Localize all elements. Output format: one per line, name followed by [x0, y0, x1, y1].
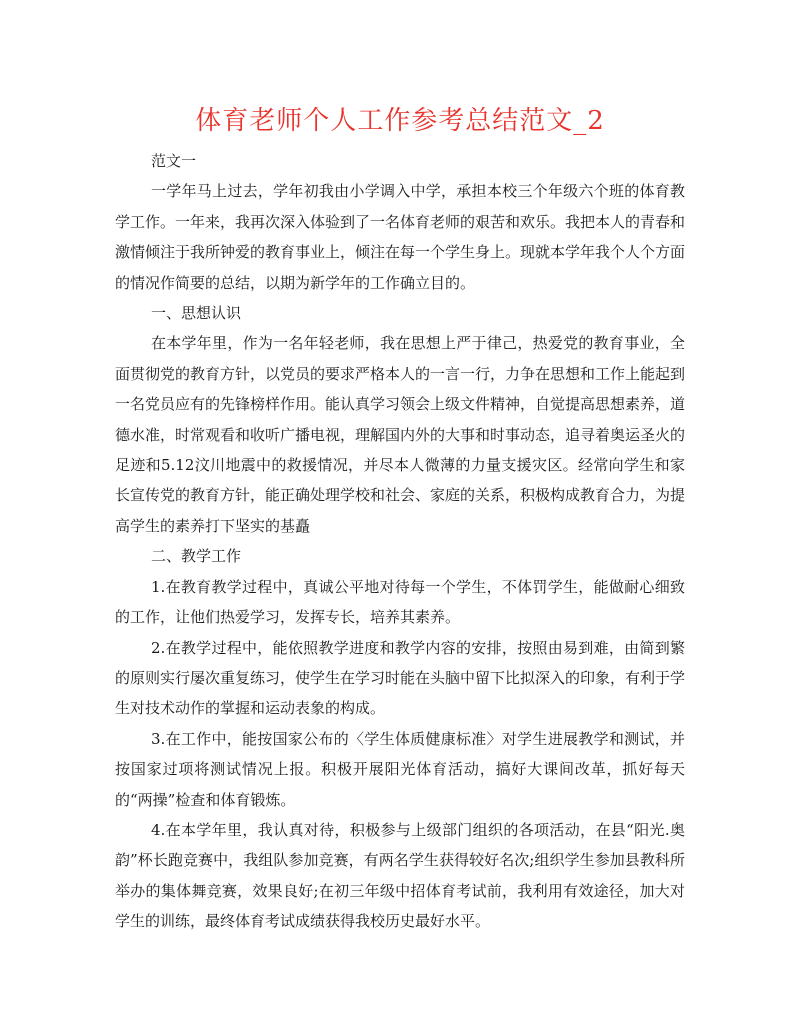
paragraph-intro: 一学年马上过去，学年初我由小学调入中学，承担本校三个年级六个班的体育教学工作。一年来，我再次深入体验到了一名体育老师的艰苦和欢乐。我把本人的青春和激情倾注于我所钟爱的教育事业上，倾注在每一个学生身上。现就本学年我个人个方面的情况作简要的总结，以期为新学年的工作确立目的。 — [115, 182, 686, 292]
document-title: 体育老师个人工作参考总结范文_2 — [195, 106, 605, 136]
document-body — [115, 146, 685, 937]
section-heading-thought: 一、思想认识 — [151, 304, 242, 323]
paragraph-teaching-2: 2.在教学过程中，能依照教学进度和教学内容的安排，按照由易到难，由简到繁的原则实行屡次重复练习，使学生在学习时能在头脑中留下比拟深入的印象，有利于学生对技术动作的掌握和运动表象的构成。 — [115, 638, 686, 718]
paragraph-teaching-3: 3.在工作中，能按国家公布的〈学生体质健康标准〉对学生进展教学和测试，并按国家过项将测试情况上报。积极开展阳光体育活动，搞好大课间改革，抓好每天的“两操”检查和体育锻炼。 — [115, 729, 685, 809]
paragraph-teaching-4: 4.在本学年里，我认真对待，积极参与上级部门组织的各项活动，在县“阳光.奥韵”杯长跑竞赛中，我组队参加竞赛，有两名学生获得较好名次;组织学生参加县教科所举办的集体舞竞赛，效果良好;在初三年级中招体育考试前，我利用有效途径，加大对学生的训练，最终体育考试成绩获得我校历史最好水平。 — [115, 820, 685, 931]
paragraph-teaching-1: 1.在教育教学过程中，真诚公平地对待每一个学生，不体罚学生，能做耐心细致的工作，让他们热爱学习，发挥专长，培养其素养。 — [115, 577, 685, 627]
paragraph-thought: 在本学年里，作为一名年轻老师，我在思想上严于律己，热爱党的教育事业，全面贯彻党的教育方针，以党员的要求严格本人的一言一行，力争在思想和工作上能起到一名党员应有的先锋榜样作用。能认真学习领会上级文件精神，自觉提高思想素养，道德水准，时常观看和收听广播电视，理解国内外的大事和时事动态，追寻着奥运圣火的足迹和5.12汶川地震中的救援情况，并尽本人微薄的力量支援灾区。经常向学生和家长宣传党的教育方针，能正确处理学校和社会、家庭的关系，积极构成教育合力，为提高学生的素养打下坚实的基矗 — [115, 334, 686, 535]
section-heading-teaching: 二、教学工作 — [151, 547, 242, 566]
section-heading-sample-one: 范文一 — [151, 152, 197, 170]
